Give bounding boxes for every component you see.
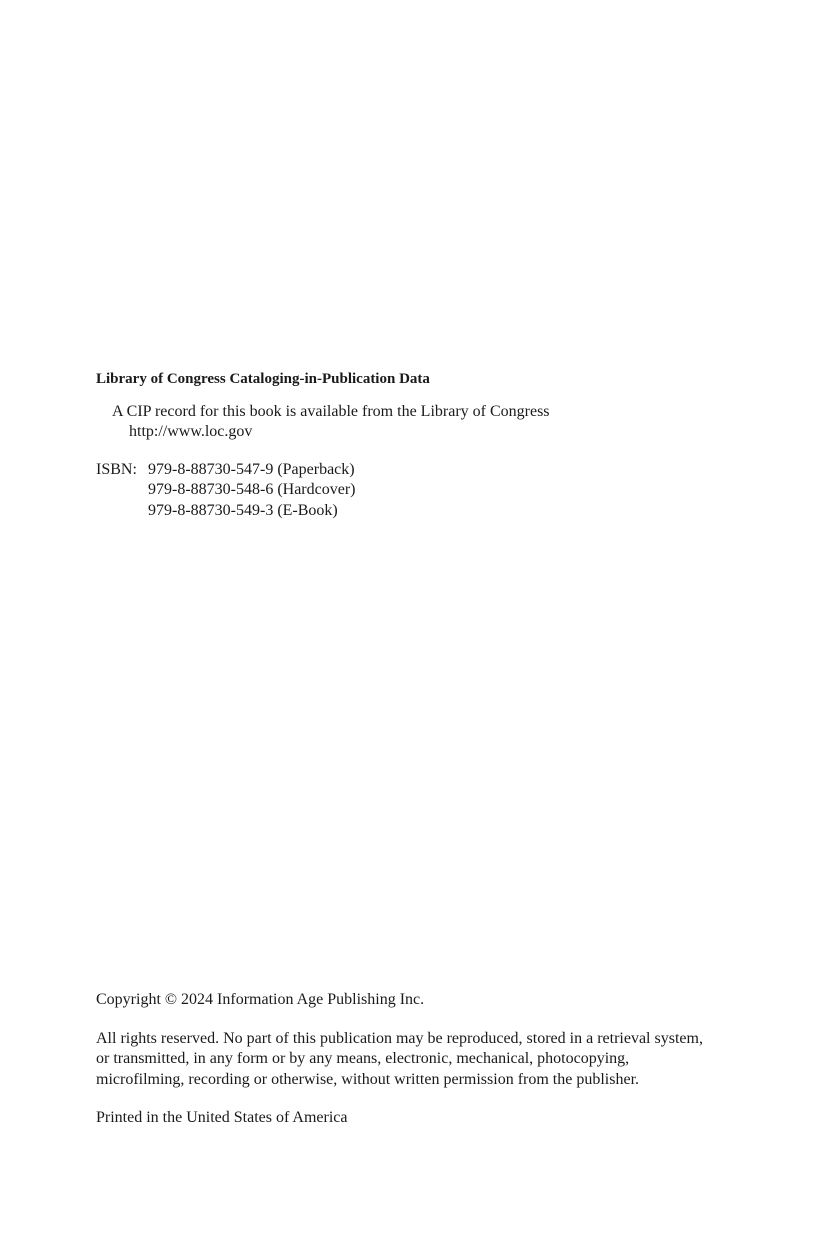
cip-heading: Library of Congress Cataloging-in-Publication Data [96,371,430,387]
isbn-ebook: 979-8-88730-549-3 (E-Book) [148,501,338,519]
cip-url: http://www.loc.gov [129,423,253,440]
copyright-notice: Copyright © 2024 Information Age Publishing Inc. [96,991,425,1008]
cip-record-note: A CIP record for this book is available from the Library of Congress [112,402,550,420]
isbn-list [148,460,355,522]
footer-section [96,990,736,1129]
rights-statement: All rights reserved. No part of this publication may be reproduced, stored in a retrieval system, or transmitted, in any form or by any means, electronic, mechanical, photocopying, microfilming, recording or otherwise, without written permission from the publisher. [96,1029,703,1088]
isbn-hardcover: 979-8-88730-548-6 (Hardcover) [148,481,356,498]
cip-section [96,369,736,521]
printed-in-notice: Printed in the United States of America [96,1109,348,1126]
isbn-section [96,460,736,522]
isbn-paperback: 979-8-88730-547-9 (Paperback) [148,460,355,478]
isbn-label: ISBN: [96,460,137,478]
